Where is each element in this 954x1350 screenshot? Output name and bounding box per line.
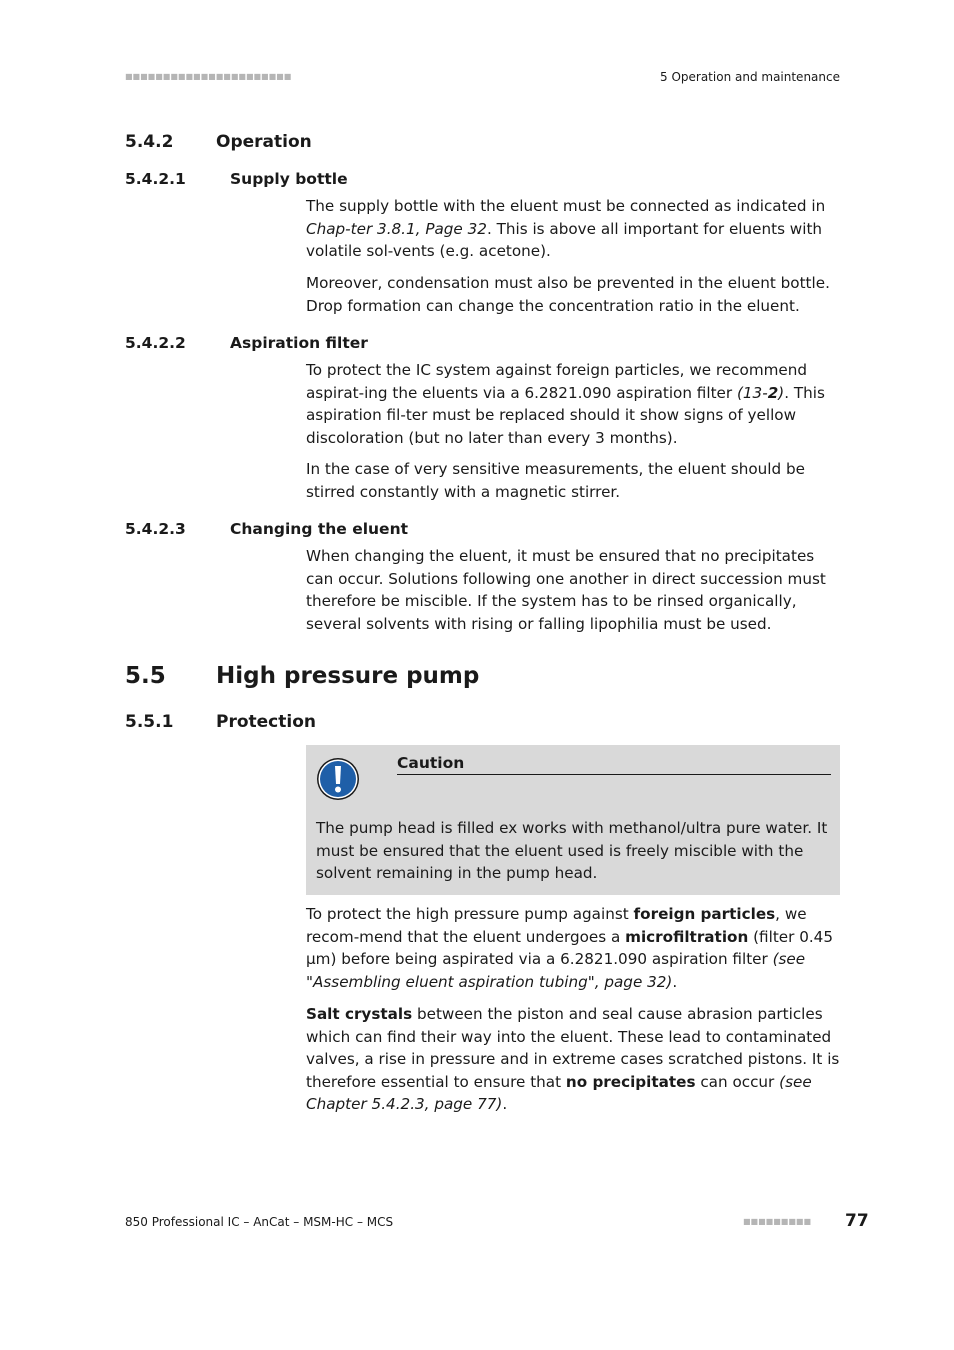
- paragraph-supply-bottle-1: [306, 195, 840, 263]
- paragraph-aspiration-filter-1: [306, 359, 840, 449]
- page-number: 77: [845, 1211, 869, 1231]
- text-run: .: [502, 1095, 508, 1114]
- caution-box: [306, 745, 840, 895]
- text-run: . This is above all important for eluents with volatile sol-vents (e.g. acetone).: [306, 219, 823, 261]
- footer-decoration: ■■■■■■■■■: [743, 1217, 812, 1226]
- text-run: can occur: [695, 1072, 780, 1091]
- caution-title: Caution: [397, 754, 831, 775]
- figure-reference[interactable]: [737, 384, 784, 402]
- heading-title: Aspiration filter: [230, 334, 368, 352]
- paragraph-changing-eluent: When changing the eluent, it must be ensured that no precipitates can occur. Solutions following one another in direct succession must therefore be miscible. If the system has to be rinsed organically, several solvents with rising or falling lipophilia must be used.: [306, 547, 826, 633]
- heading-title: Changing the eluent: [230, 520, 409, 538]
- bold-term: microfiltration: [625, 927, 749, 946]
- heading-number: 5.4.2.2: [125, 334, 186, 352]
- bold-term: no precipitates: [565, 1072, 696, 1091]
- exclamation-warning-icon: [316, 757, 360, 801]
- running-header-chapter: 5 Operation and maintenance: [660, 70, 840, 84]
- text-run: (13-: [736, 383, 768, 402]
- heading-number: 5.5: [125, 663, 166, 689]
- paragraph-protection-1: [306, 903, 840, 993]
- paragraph-aspiration-filter-2: In the case of very sensitive measurements, the eluent should be stirred constantly with a magnetic stirrer.: [306, 460, 805, 501]
- heading-title: Operation: [216, 132, 312, 152]
- text-run: . This aspiration fil-ter must be replaced should it show signs of yellow discoloration (but no later than every 3 months).: [306, 383, 825, 447]
- footer-product-name: 850 Professional IC – AnCat – MSM-HC – MCS: [125, 1215, 394, 1229]
- text-run: To protect the high pressure pump against: [306, 905, 634, 923]
- text-run: between the piston and seal cause abrasion particles which can find their way into the eluent. These lead to contaminated valves, a rise in pressure and in extreme cases scratched pistons. It is therefore essential to ensure that: [306, 1005, 840, 1091]
- heading-title: High pressure pump: [216, 663, 480, 689]
- text-run: , we recom-mend that the eluent undergoes a: [306, 905, 807, 946]
- heading-number: 5.4.2.1: [125, 170, 186, 188]
- paragraph-supply-bottle-2: Moreover, condensation must also be prevented in the eluent bottle. Drop formation can change the concentration ratio in the eluent.: [306, 274, 830, 315]
- heading-number: 5.4.2: [125, 132, 174, 152]
- header-decoration: ■■■■■■■■■■■■■■■■■■■■■■: [125, 72, 292, 81]
- caution-text: The pump head is filled ex works with methanol/ultra pure water. It must be ensured that the eluent used is freely miscible with the solvent remaining in the pump head.: [316, 819, 828, 883]
- paragraph-protection-2: [306, 1003, 840, 1116]
- heading-number: 5.4.2.3: [125, 520, 186, 538]
- cross-reference[interactable]: Chap-ter 3.8.1, Page 32: [306, 219, 487, 238]
- text-run: The supply bottle with the eluent must be connected as indicated in: [306, 197, 826, 215]
- heading-title: Protection: [216, 712, 316, 732]
- bold-term: Salt crystals: [306, 1005, 413, 1023]
- text-run: To protect the IC system against foreign particles, we recommend aspirat-ing the eluents via a 6.2821.090 aspiration filter: [306, 361, 808, 402]
- bold-term: foreign particles: [633, 905, 776, 923]
- heading-title: Supply bottle: [230, 170, 348, 188]
- text-run: ): [778, 383, 785, 402]
- heading-number: 5.5.1: [125, 712, 174, 732]
- text-run: 2: [767, 383, 779, 402]
- cross-reference[interactable]: (see "Assembling eluent aspiration tubing", page 32): [306, 950, 806, 991]
- cross-reference[interactable]: (see Chapter 5.4.2.3, page 77): [306, 1072, 812, 1114]
- text-run: (filter 0.45 µm) before being aspirated via a 6.2821.090 aspiration filter: [306, 927, 834, 969]
- text-run: .: [672, 972, 678, 991]
